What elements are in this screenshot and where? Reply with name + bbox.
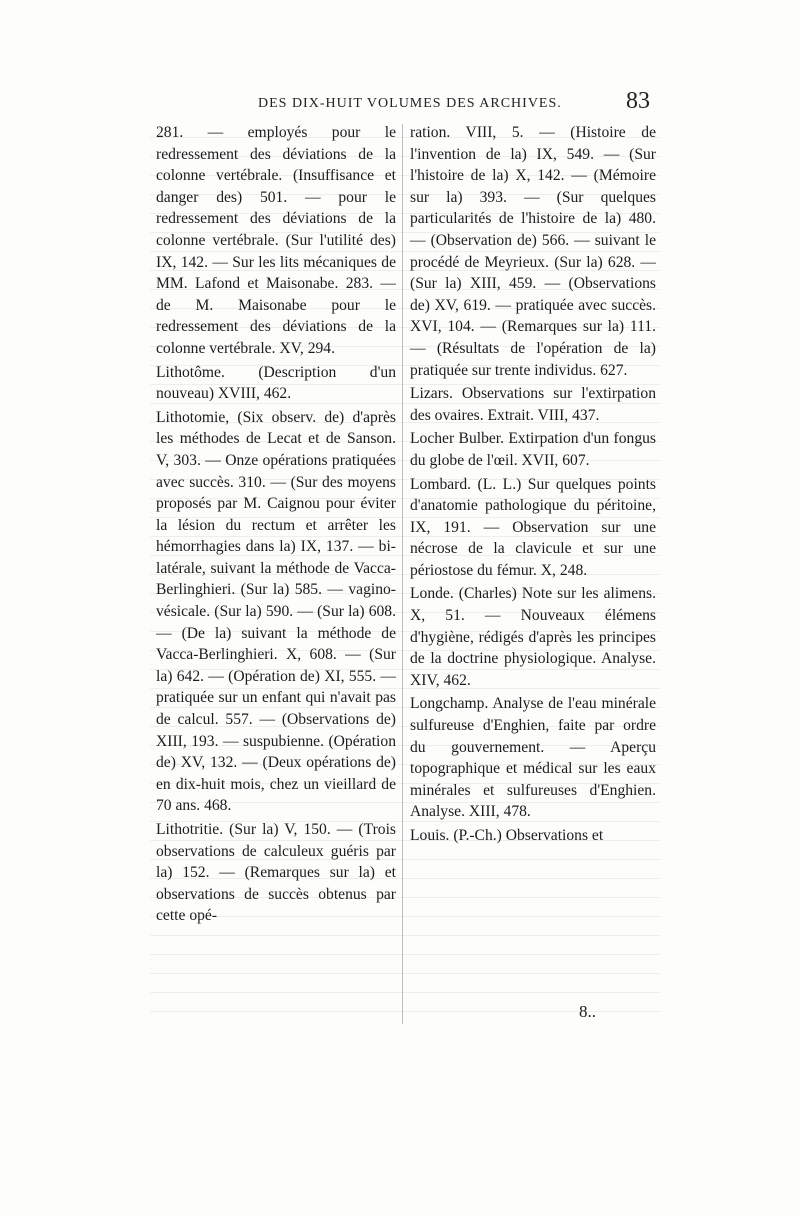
index-column-right — [410, 122, 656, 849]
running-title: DES DIX-HUIT VOLUMES DES ARCHIVES. — [258, 96, 562, 111]
index-entry: Locher Bulber. Extirpation d'un fongus du globe de l'œil. XVII, 607. — [410, 430, 656, 469]
index-entry: Louis. (P.-Ch.) Observations et — [410, 827, 604, 844]
signature-mark: 8.. — [579, 1002, 596, 1021]
index-entry: Londe. (Charles) Note sur les alimens. X, 51. — Nouveaux élémens d'hygiène, rédigés d'après les principes de la doctrine physiologique. Analyse. XIV, 462. — [410, 585, 656, 689]
index-entry: 281. — employés pour le redressement des déviations de la colonne vertébrale. (Insuffisance et danger des) 501. — pour le redressement des déviations de la colonne vertébrale. (Sur l'utilité des) IX, 142. — Sur les lits mécaniques de MM. Lafond et Maisonabe. 283. — de M. Maisonabe pour le redressement des déviations de la colonne vertébrale. XV, 294. — [156, 124, 396, 357]
index-entry: Lizars. Observations sur l'extirpation des ovaires. Extrait. VIII, 437. — [410, 385, 656, 424]
index-entry: ration. VIII, 5. — (Histoire de l'invention de la) IX, 549. — (Sur l'histoire de la) X, 142. — (Mémoire sur la) 393. — (Sur quelques particularités de l'histoire de la) 480. — (Observation de) 566. — suivant le procédé de Meyrieux. (Sur la) 628. — (Sur la) XIII, 459. — (Observations de) XV, 619. — pratiquée avec succès. XVI, 104. — (Remarques sur la) 111. — (Résultats de l'opération de la) pratiquée sur trente individus. 627. — [410, 124, 656, 379]
index-entry: Lithotomie, (Six observ. de) d'après les méthodes de Lecat et de Sanson. V, 303. — Onze opérations pratiquées avec succès. 310. — (Sur des moyens proposés par M. Caignou pour éviter la lésion du rectum et arrêter les hémorrhagies dans la) IX, 137. — bi-latérale, suivant la méthode de Vacca-Berlinghieri. (Sur la) 585. — vagino-vésicale. (Sur la) 590. — (Sur la) 608. — (De la) suivant la méthode de Vacca-Berlinghieri. X, 608. — (Sur la) 642. — (Opération de) XI, 555. — pratiquée sur un enfant qui n'avait pas de calcul. 557. — (Observations de) XIII, 193. — suspubienne. (Opération de) XV, 132. — (Deux opérations de) en dix-huit mois, chez un vieillard de 70 ans. 468. — [156, 408, 396, 815]
page-number: 83 — [626, 88, 650, 114]
column-divider — [402, 124, 403, 1024]
index-column-left — [156, 122, 396, 929]
index-entry: Lombard. (L. L.) Sur quelques points d'anatomie pathologique du péritoine, IX, 191. — Observation sur une nécrose de la clavicule et sur une périostose du fémur. X, 248. — [410, 475, 656, 579]
index-entry: Lithotritie. (Sur la) V, 150. — (Trois observations de calculeux guéris par la) 152. — (Remarques sur la) et observations de succès obtenus par cette opé- — [156, 821, 396, 925]
index-entry: Longchamp. Analyse de l'eau minérale sulfureuse d'Enghien, faite par ordre du gouvernement. — Aperçu topographique et médical sur les eaux minérales et sulfureuses d'Enghien. Analyse. XIII, 478. — [410, 695, 656, 821]
index-entry: Lithotôme. (Description d'un nouveau) XVIII, 462. — [156, 363, 396, 403]
